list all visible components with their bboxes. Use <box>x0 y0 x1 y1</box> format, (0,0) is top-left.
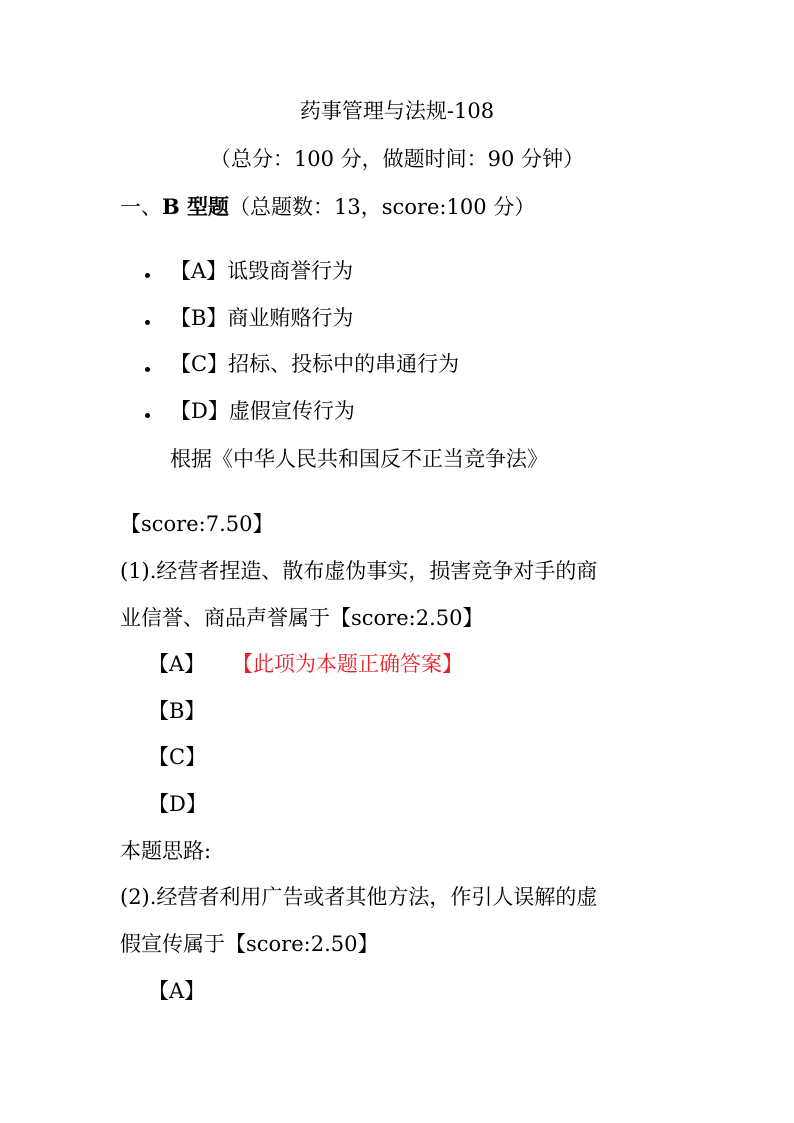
bullet-icon <box>145 320 150 325</box>
answer-option-b[interactable]: 【B】 <box>148 699 206 723</box>
section-type: B 型题 <box>162 194 230 219</box>
answer-option-d[interactable]: 【D】 <box>148 792 207 816</box>
legal-basis: 根据《中华人民共和国反不正当竞争法》 <box>170 447 548 471</box>
document-title: 药事管理与法规-108 <box>299 99 495 123</box>
question-stem-line: (1).经营者捏造、散布虚伪事实，损害竞争对手的商 <box>120 559 598 583</box>
shared-option-a: 【A】诋毁商誉行为 <box>170 259 354 283</box>
answer-option-a[interactable]: 【A】 <box>148 652 206 676</box>
shared-option-d: 【D】虚假宣传行为 <box>170 399 355 423</box>
section-info: （总题数：13，score:100 分） <box>229 195 536 219</box>
bullet-icon <box>145 273 150 278</box>
answer-option-c[interactable]: 【C】 <box>148 745 207 769</box>
bullet-icon <box>145 413 150 418</box>
section-prefix: 一、 <box>120 195 162 219</box>
answer-option-a[interactable]: 【A】 <box>148 979 206 1003</box>
shared-option-c: 【C】招标、投标中的串通行为 <box>170 352 460 376</box>
analysis-label: 本题思路: <box>120 839 212 863</box>
question-stem-line: 假宣传属于【score:2.50】 <box>120 932 379 956</box>
bullet-icon <box>145 367 150 372</box>
question-stem-line: (2).经营者利用广告或者其他方法，作引人误解的虚 <box>120 885 598 909</box>
section-heading <box>120 196 535 218</box>
shared-option-b: 【B】商业贿赂行为 <box>170 306 354 330</box>
document-subtitle: （总分：100 分，做题时间：90 分钟） <box>209 147 585 171</box>
group-score: 【score:7.50】 <box>120 512 274 536</box>
correct-answer-note: 【此项为本题正确答案】 <box>232 652 463 676</box>
question-stem-line: 业信誉、商品声誉属于【score:2.50】 <box>120 606 484 630</box>
